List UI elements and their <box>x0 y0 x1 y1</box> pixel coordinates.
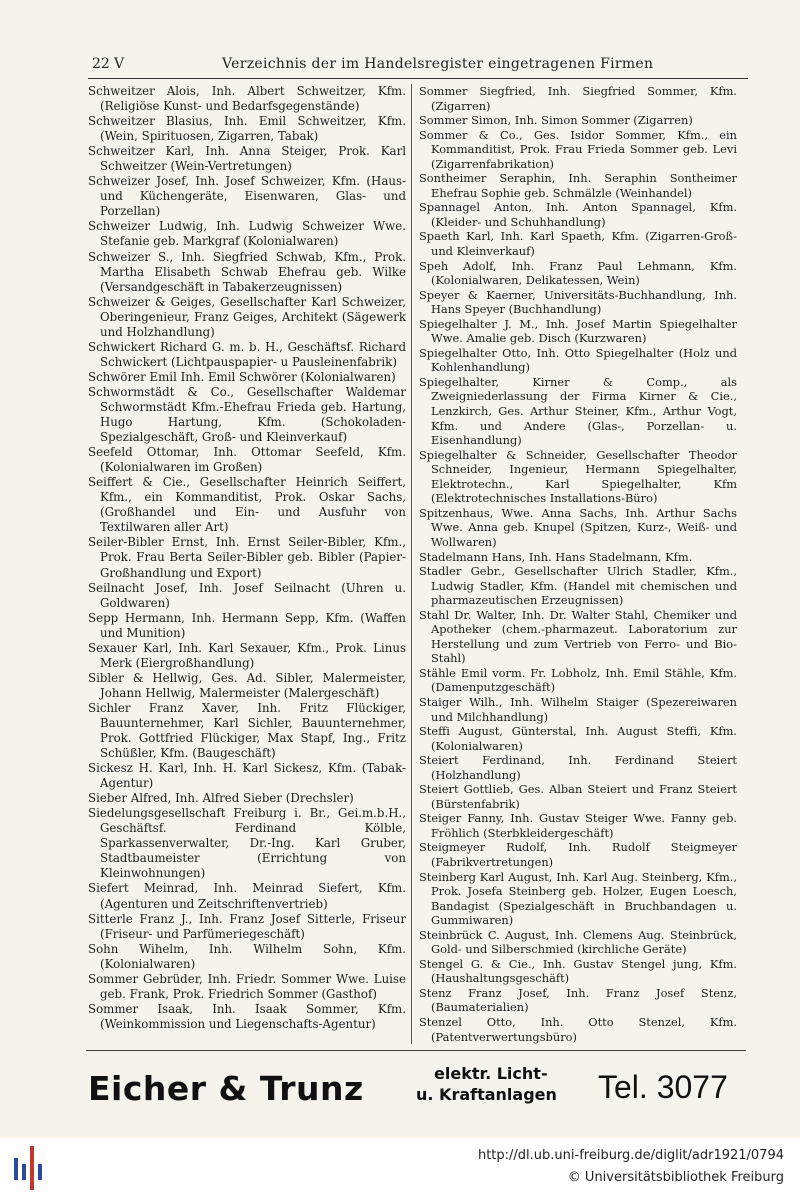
directory-entry: Schweitzer Alois, Inh. Albert Schweitzer, Kfm. (Religiöse Kunst- und Bedarfsgegenstände) <box>88 84 406 114</box>
directory-entry: Sommer Simon, Inh. Simon Sommer (Zigarren) <box>419 113 693 128</box>
ad-services <box>416 1063 586 1105</box>
directory-entry: Seefeld Ottomar, Inh. Ottomar Seefeld, Kfm. (Kolonialwaren im Großen) <box>88 445 406 475</box>
directory-entry: Steigmeyer Rudolf, Inh. Rudolf Steigmeyer (Fabrikvertretungen) <box>419 840 737 869</box>
directory-entry: Schwormstädt & Co., Gesellschafter Waldemar Schwormstädt Kfm.-Ehefrau Frieda geb. Hartung, Hugo Hartung, Kfm. (Schokoladen-Spezialgeschäft, Groß- und Kleinverkauf) <box>88 384 406 445</box>
directory-entry: Spiegelhalter, Kirner & Comp., als Zweigniederlassung der Firma Kirner & Cie., Lenzkirch, Ges. Arthur Steiner, Kfm., Arthur Vogt, Kfm. und Andere (Glas-, Porzellan- u. Eisenhandlung) <box>419 374 737 448</box>
directory-entry: Sohn Wihelm, Inh. Wilhelm Sohn, Kfm. (Kolonialwaren) <box>88 941 406 971</box>
directory-entry: Sontheimer Seraphin, Inh. Seraphin Sontheimer Ehefrau Sophie geb. Schmälzle (Weinhandel) <box>419 171 737 200</box>
directory-entry: Stengel G. & Cie., Inh. Gustav Stengel jung, Kfm. (Haushaltungsgeschäft) <box>419 956 737 986</box>
ad-service-line-1: elektr. Licht- <box>434 1064 548 1083</box>
directory-entry: Spiegelhalter J. M., Inh. Josef Martin Spiegelhalter Wwe. Amalie geb. Disch (Kurzwaren) <box>419 316 737 346</box>
advertisement <box>86 1050 746 1121</box>
directory-entry: Spiegelhalter & Schneider, Gesellschafter Theodor Schneider, Ingenieur, Hermann Spiegelhalter, Elektrotechn., Karl Spiegelhalter, Kfm (Elektrotechnisches Installations-Büro) <box>419 447 737 506</box>
directory-entry: Stadler Gebr., Gesellschafter Ulrich Stadler, Kfm., Ludwig Stadler, Kfm. (Handel mit chemischen und pharmazeutischen Erzeugnissen) <box>419 564 737 608</box>
directory-entry: Sommer Siegfried, Inh. Siegfried Sommer, Kfm. (Zigarren) <box>419 84 737 113</box>
directory-entry: Schweizer S., Inh. Siegfried Schwab, Kfm., Prok. Martha Elisabeth Schwab Ehefrau geb. Wilke (Versandgeschäft in Tabakerzeugnissen) <box>88 249 406 294</box>
directory-entry: Steiger Fanny, Inh. Gustav Steiger Wwe. Fanny geb. Fröhlich (Sterbkleidergeschäft) <box>419 811 737 840</box>
directory-entry: Sichler Franz Xaver, Inh. Fritz Flückiger, Bauunternehmer, Karl Sichler, Bauunternehmer, Prok. Gottfried Flückiger, Max Stapf, Ing., Fritz Schüßler, Kfm. (Baugeschäft) <box>88 700 406 761</box>
directory-entry: Stadelmann Hans, Inh. Hans Stadelmann, Kfm. <box>419 549 693 564</box>
directory-entry: Schweizer Ludwig, Inh. Ludwig Schweizer Wwe. Stefanie geb. Markgraf (Kolonialwaren) <box>88 219 406 249</box>
right-column <box>419 84 737 1044</box>
directory-entry: Sibler & Hellwig, Ges. Ad. Sibler, Malermeister, Johann Hellwig, Malermeister (Malergeschäft) <box>88 670 406 700</box>
ad-phone: Tel. 3077 <box>598 1069 728 1105</box>
directory-entry: Seiffert & Cie., Gesellschafter Heinrich Seiffert, Kfm., ein Kommanditist, Prok. Oskar Sachs, (Großhandel und Ein- und Ausfuhr von Textilwaren aller Art) <box>88 475 406 535</box>
left-column <box>88 84 406 1032</box>
directory-entry: Spitzenhaus, Wwe. Anna Sachs, Inh. Arthur Sachs Wwe. Anna geb. Knupel (Spitzen, Kurz-, Weiß- und Wollwaren) <box>419 505 737 549</box>
directory-entry: Staiger Wilh., Inh. Wilhelm Staiger (Spezereiwaren und Milchhandlung) <box>419 694 737 724</box>
column-divider <box>411 84 412 1044</box>
directory-entry: Sickesz H. Karl, Inh. H. Karl Sickesz, Kfm. (Tabak-Agentur) <box>88 761 406 791</box>
ad-company-name: Eicher & Trunz <box>88 1069 364 1108</box>
directory-entry: Stenzel Otto, Inh. Otto Stenzel, Kfm. (Patentverwertungsbüro) <box>419 1015 737 1044</box>
directory-entry: Spannagel Anton, Inh. Anton Spannagel, Kfm. (Kleider- und Schuhhandlung) <box>419 200 737 229</box>
directory-entry: Siedelungsgesellschaft Freiburg i. Br., Gei.m.b.H., Geschäftsf. Ferdinand Kölble, Sparkassenverwalter, Dr.-Ing. Karl Gruber, Stadtbaumeister (Errichtung von Kleinwohnungen) <box>88 806 406 881</box>
directory-entry: Sommer & Co., Ges. Isidor Sommer, Kfm., ein Kommanditist, Prok. Frau Frieda Sommer geb. Levi (Zigarrenfabrikation) <box>419 127 737 171</box>
copyright-notice: © Universitätsbibliothek Freiburg <box>567 1170 784 1185</box>
ad-service-line-2: u. Kraftanlagen <box>416 1085 557 1104</box>
directory-entry: Speyer & Kaerner, Universitäts-Buchhandlung, Inh. Hans Speyer (Buchhandlung) <box>419 287 737 317</box>
directory-entry: Sexauer Karl, Inh. Karl Sexauer, Kfm., Prok. Linus Merk (Eiergroßhandlung) <box>88 640 406 670</box>
directory-entry: Sommer Gebrüder, Inh. Friedr. Sommer Wwe. Luise geb. Frank, Prok. Friedrich Sommer (Gasthof) <box>88 971 406 1001</box>
directory-entry: Spiegelhalter Otto, Inh. Otto Spiegelhalter (Holz und Kohlenhandlung) <box>419 345 737 375</box>
directory-entry: Steiert Gottlieb, Ges. Alban Steiert und Franz Steiert (Bürstenfabrik) <box>419 782 737 811</box>
header-rule <box>88 78 748 79</box>
document-url-link[interactable]: http://dl.ub.uni-freiburg.de/diglit/adr1921/0794 <box>477 1148 784 1163</box>
directory-entry: Schwickert Richard G. m. b. H., Geschäftsf. Richard Schwickert (Lichtpauspapier- u Pausleinenfabrik) <box>88 339 406 369</box>
directory-entry: Siefert Meinrad, Inh. Meinrad Siefert, Kfm. (Agenturen und Zeitschriftenvertrieb) <box>88 881 406 911</box>
directory-entry: Schweizer Josef, Inh. Josef Schweizer, Kfm. (Haus- und Küchengeräte, Eisenwaren, Glas- und Porzellan) <box>88 174 406 219</box>
directory-entry: Schweizer & Geiges, Gesellschafter Karl Schweizer, Oberingenieur, Franz Geiges, Architekt (Sägewerk und Holzhandlung) <box>88 294 406 339</box>
directory-entry: Speh Adolf, Inh. Franz Paul Lehmann, Kfm. (Kolonialwaren, Delikatessen, Wein) <box>419 258 737 288</box>
page-header <box>92 56 742 78</box>
directory-entry: Spaeth Karl, Inh. Karl Spaeth, Kfm. (Zigarren-Groß- und Kleinverkauf) <box>419 229 737 259</box>
directory-entry: Schweitzer Karl, Inh. Anna Steiger, Prok. Karl Schweitzer (Wein-Vertretungen) <box>88 144 406 174</box>
directory-entry: Seiler-Bibler Ernst, Inh. Ernst Seiler-Bibler, Kfm., Prok. Frau Berta Seiler-Bibler geb. Bibler (Papier-Großhandlung und Export) <box>88 535 406 580</box>
library-logo-icon <box>14 1146 48 1190</box>
directory-entry: Stenz Franz Josef, Inh. Franz Josef Stenz, (Baumaterialien) <box>419 985 737 1015</box>
directory-entry: Sommer Isaak, Inh. Isaak Sommer, Kfm. (Weinkommission und Liegenschafts-Agentur) <box>88 1001 406 1031</box>
directory-entry: Schweitzer Blasius, Inh. Emil Schweitzer, Kfm. (Wein, Spirituosen, Zigarren, Tabak) <box>88 114 406 144</box>
directory-entry: Steiert Ferdinand, Inh. Ferdinand Steiert (Holzhandlung) <box>419 753 737 782</box>
directory-entry: Stähle Emil vorm. Fr. Lobholz, Inh. Emil Stähle, Kfm. (Damenputzgeschäft) <box>419 665 737 695</box>
section-marker: V <box>114 56 125 72</box>
directory-entry: Steinberg Karl August, Inh. Karl Aug. Steinberg, Kfm., Prok. Josefa Steinberg geb. Holzer, Eugen Loesch, Bandagist (Spezialgeschäft in Bruchbandagen u. Gummiwaren) <box>419 869 737 928</box>
directory-entry: Sitterle Franz J., Inh. Franz Josef Sitterle, Friseur (Friseur- und Parfümeriegeschäft) <box>88 911 406 941</box>
directory-entry: Steffi August, Günterstal, Inh. August Steffi, Kfm. (Kolonialwaren) <box>419 724 737 753</box>
directory-entry: Seilnacht Josef, Inh. Josef Seilnacht (Uhren u. Goldwaren) <box>88 580 406 610</box>
directory-entry: Sepp Hermann, Inh. Hermann Sepp, Kfm. (Waffen und Munition) <box>88 610 406 640</box>
directory-entry: Schwörer Emil Inh. Emil Schwörer (Kolonialwaren) <box>88 369 396 384</box>
directory-entry: Sieber Alfred, Inh. Alfred Sieber (Drechsler) <box>88 791 354 806</box>
page-number: 22 <box>92 56 110 72</box>
directory-entry: Steinbrück C. August, Inh. Clemens Aug. Steinbrück, Gold- und Silberschmied (kirchliche Geräte) <box>419 927 737 957</box>
viewer-footer <box>0 1138 800 1198</box>
directory-entry: Stahl Dr. Walter, Inh. Dr. Walter Stahl, Chemiker und Apotheker (chem.-pharmazeut. Laboratorium zur Herstellung und zum Vertrieb von Ferro- und Bio-Stahl) <box>419 607 737 666</box>
page-title: Verzeichnis der im Handelsregister eingetragenen Firmen <box>222 56 654 72</box>
